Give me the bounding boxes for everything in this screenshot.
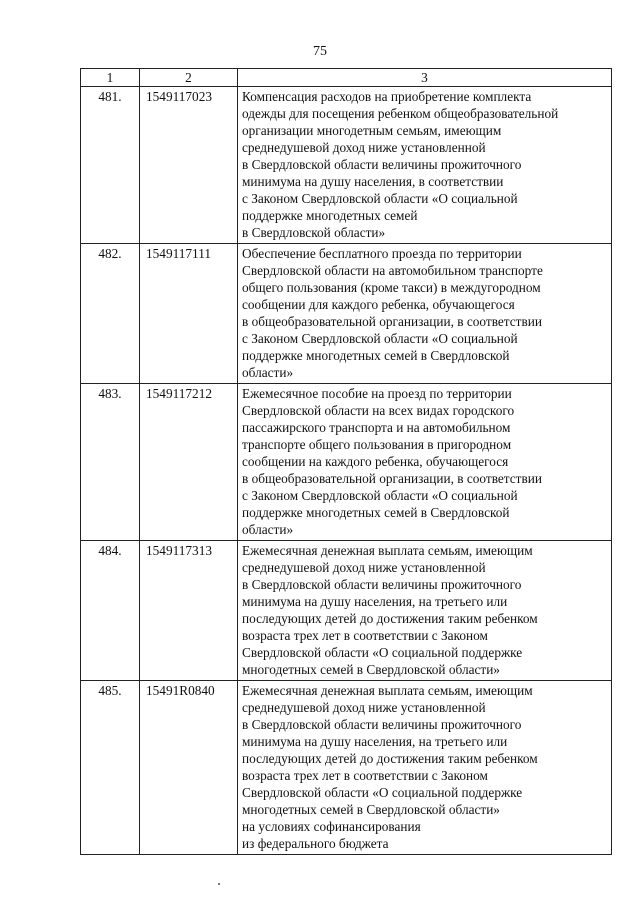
description-line: Свердловской области на автомобильном транспорте: [242, 263, 543, 278]
budget-code: 1549117111: [140, 244, 238, 384]
description-line: Свердловской области «О социальной поддержке: [242, 645, 523, 660]
description-line: последующих детей до достижения таким ребенком: [242, 611, 538, 626]
column-header-1: 1: [81, 69, 140, 87]
budget-code: 1549117023: [140, 87, 238, 244]
description-line: области»: [242, 522, 294, 537]
description-line: среднедушевой доход ниже установленной: [242, 700, 486, 715]
code-description: [238, 541, 612, 681]
description-line: минимума на душу населения, на третьего или: [242, 594, 508, 609]
description-line: транспорте общего пользования в пригородном: [242, 437, 512, 452]
description-line: многодетных семей в Свердловской области»: [242, 662, 500, 677]
description-line: Свердловской области на всех видах городского: [242, 403, 515, 418]
table-header-row: [81, 69, 612, 87]
description-line: в общеобразовательной организации, в соответствии: [242, 471, 542, 486]
description-line: минимума на душу населения, на третьего или: [242, 734, 508, 749]
description-line: с Законом Свердловской области «О социальной: [242, 331, 518, 346]
description-line: области»: [242, 365, 294, 380]
table-row: [81, 541, 612, 681]
page-number: 75: [313, 44, 327, 59]
description-line: одежды для посещения ребенком общеобразовательной: [242, 106, 559, 121]
row-number: 482.: [81, 244, 140, 384]
table-body: [81, 87, 612, 855]
description-line: возраста трех лет в соответствии с Законом: [242, 768, 488, 783]
description-line: Свердловской области «О социальной поддержке: [242, 785, 523, 800]
description-line: пассажирского транспорта и на автомобильном: [242, 420, 511, 435]
description-line: в общеобразовательной организации, в соответствии: [242, 314, 542, 329]
description-line: среднедушевой доход ниже установленной: [242, 560, 486, 575]
description-line: поддержке многодетных семей в Свердловской: [242, 505, 510, 520]
code-description: [238, 87, 612, 244]
code-description: [238, 681, 612, 855]
table-row: [81, 244, 612, 384]
row-number: 481.: [81, 87, 140, 244]
description-line: в Свердловской области величины прожиточного: [242, 717, 522, 732]
column-header-2: 2: [140, 69, 238, 87]
row-number: 484.: [81, 541, 140, 681]
table-row: [81, 384, 612, 541]
budget-code: 1549117212: [140, 384, 238, 541]
description-line: Ежемесячная денежная выплата семьям, имеющим: [242, 543, 533, 558]
description-line: с Законом Свердловской области «О социальной: [242, 488, 518, 503]
budget-code: 15491R0840: [140, 681, 238, 855]
description-line: поддержке многодетных семей в Свердловской: [242, 348, 510, 363]
description-line: общего пользования (кроме такси) в междугородном: [242, 280, 541, 295]
row-number: 483.: [81, 384, 140, 541]
description-line: Компенсация расходов на приобретение комплекта: [242, 89, 532, 104]
description-line: последующих детей до достижения таким ребенком: [242, 751, 538, 766]
column-header-3: 3: [238, 69, 612, 87]
description-line: поддержке многодетных семей: [242, 208, 418, 223]
description-line: на условиях софинансирования: [242, 819, 421, 834]
code-description: [238, 244, 612, 384]
description-line: Обеспечение бесплатного проезда по территории: [242, 246, 522, 261]
description-line: в Свердловской области величины прожиточного: [242, 157, 522, 172]
description-line: с Законом Свердловской области «О социальной: [242, 191, 518, 206]
description-line: Ежемесячное пособие на проезд по территории: [242, 386, 512, 401]
table-row: [81, 681, 612, 855]
table-row: [81, 87, 612, 244]
description-line: минимума на душу населения, в соответствии: [242, 174, 504, 189]
row-number: 485.: [81, 681, 140, 855]
code-description: [238, 384, 612, 541]
description-line: организации многодетным семьям, имеющим: [242, 123, 502, 138]
description-line: сообщении для каждого ребенка, обучающегося: [242, 297, 515, 312]
budget-code: 1549117313: [140, 541, 238, 681]
description-line: многодетных семей в Свердловской области»: [242, 802, 500, 817]
description-line: среднедушевой доход ниже установленной: [242, 140, 486, 155]
description-line: сообщении на каждого ребенка, обучающегося: [242, 454, 509, 469]
scan-speck: [218, 883, 220, 885]
description-line: из федерального бюджета: [242, 836, 389, 851]
description-line: в Свердловской области»: [242, 225, 386, 240]
description-line: Ежемесячная денежная выплата семьям, имеющим: [242, 683, 533, 698]
budget-codes-table: [80, 68, 612, 855]
description-line: в Свердловской области величины прожиточного: [242, 577, 522, 592]
description-line: возраста трех лет в соответствии с Законом: [242, 628, 488, 643]
